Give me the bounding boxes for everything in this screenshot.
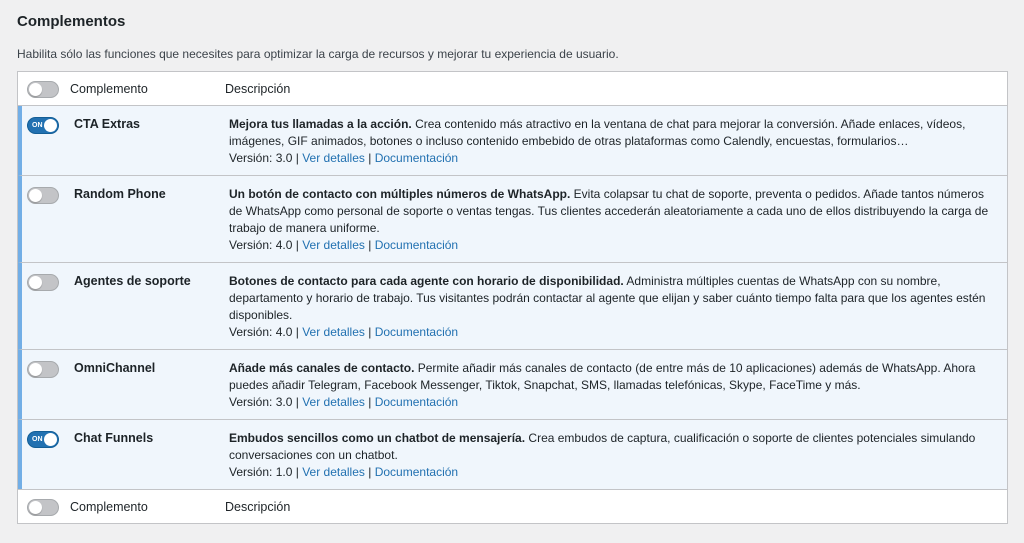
toggle-on-label: ON — [32, 436, 43, 443]
addon-meta — [229, 325, 458, 339]
toggle-cell — [22, 420, 74, 448]
documentation-link[interactable]: Documentación — [374, 325, 459, 339]
addon-description — [229, 106, 1007, 175]
addon-text: Crea contenido más atractivo en la ventana de chat para mejorar la conversión. Añade enlaces, vídeos, imágenes, GIF animados, botones o incluso contenido embebido de otras plataformas como Calendly, encuestas, formularios… — [229, 117, 966, 148]
documentation-link[interactable]: Documentación — [374, 238, 459, 252]
toggle-cell — [22, 176, 74, 204]
addon-description — [229, 420, 1007, 489]
documentation-link[interactable]: Documentación — [374, 151, 459, 165]
addon-text: Permite añadir más canales de contacto (de entre más de 10 aplicaciones) además de WhatsApp. Ahora puedes añadir Telegram, Facebook Messenger, Tiktok, Snapchat, SMS, llamadas telefónicas, Skype, FaceTime y más. — [229, 361, 976, 392]
addon-row-chat-funnels — [18, 420, 1007, 489]
addon-lead: Botones de contacto para cada agente con horario de disponibilidad. — [229, 274, 624, 288]
separator: | — [295, 238, 299, 252]
addon-lead: Añade más canales de contacto. — [229, 361, 415, 375]
toggle-cell — [22, 350, 74, 378]
view-details-link[interactable]: Ver detalles — [302, 325, 365, 339]
page-title: Complementos — [17, 13, 126, 30]
addon-toggle[interactable] — [27, 117, 59, 134]
addon-name: CTA Extras — [74, 117, 140, 131]
addon-name: Random Phone — [74, 187, 166, 201]
addon-version: Versión: 4.0 — [229, 238, 293, 252]
select-all-cell — [18, 79, 70, 98]
select-all-cell — [18, 497, 70, 516]
separator: | — [368, 325, 372, 339]
addons-table — [17, 71, 1008, 524]
view-details-link[interactable]: Ver detalles — [302, 238, 365, 252]
addon-description — [229, 263, 1007, 349]
addons-rows — [18, 106, 1007, 489]
view-details-link[interactable]: Ver detalles — [302, 465, 365, 479]
documentation-link[interactable]: Documentación — [374, 395, 459, 409]
addon-toggle[interactable] — [27, 361, 59, 378]
toggle-on-label: ON — [32, 122, 43, 129]
view-details-link[interactable]: Ver detalles — [302, 395, 365, 409]
addon-row-cta-extras — [18, 106, 1007, 176]
addon-version: Versión: 4.0 — [229, 325, 293, 339]
addon-lead: Mejora tus llamadas a la acción. — [229, 117, 412, 131]
addon-lead: Un botón de contacto con múltiples números de WhatsApp. — [229, 187, 571, 201]
addon-name: Agentes de soporte — [74, 274, 191, 288]
addon-toggle[interactable] — [27, 274, 59, 291]
column-footer-description: Descripción — [225, 499, 291, 514]
toggle-cell — [22, 263, 74, 291]
addon-row-agentes-de-soporte — [18, 263, 1007, 350]
addon-text: Evita colapsar tu chat de soporte, preventa o pedidos. Añade tantos números de WhatsApp como personal de soporte o ventas tengas. Tus clientes accederán aleatoriamente a cada uno de ellos distribuyendo la carga de trabajo de manera uniforme. — [229, 187, 989, 235]
separator: | — [295, 151, 299, 165]
addon-name: OmniChannel — [74, 361, 156, 375]
column-header-description: Descripción — [225, 81, 291, 96]
addon-text: Administra múltiples cuentas de WhatsApp con su nombre, departamento y horario de trabajo. Tus visitantes podrán contactar al agente que elijan y saber cuánto tiempo falta para que los agentes estén disponibles. — [229, 274, 986, 322]
addon-meta — [229, 395, 458, 409]
addon-row-omnichannel — [18, 350, 1007, 420]
addon-row-random-phone — [18, 176, 1007, 263]
addon-version: Versión: 3.0 — [229, 395, 293, 409]
addon-lead: Embudos sencillos como un chatbot de mensajería. — [229, 431, 526, 445]
separator: | — [368, 395, 372, 409]
addon-toggle[interactable] — [27, 187, 59, 204]
separator: | — [295, 465, 299, 479]
addon-version: Versión: 1.0 — [229, 465, 293, 479]
select-all-toggle[interactable] — [27, 499, 59, 516]
addon-name: Chat Funnels — [74, 431, 154, 445]
table-header — [18, 72, 1007, 106]
separator: | — [368, 465, 372, 479]
addon-description — [229, 350, 1007, 419]
view-details-link[interactable]: Ver detalles — [302, 151, 365, 165]
addon-meta — [229, 465, 458, 479]
addon-meta — [229, 151, 458, 165]
table-footer — [18, 489, 1007, 523]
documentation-link[interactable]: Documentación — [374, 465, 459, 479]
separator: | — [295, 395, 299, 409]
addon-version: Versión: 3.0 — [229, 151, 293, 165]
page-subtitle: Habilita sólo las funciones que necesites para optimizar la carga de recursos y mejorar tu experiencia de usuario. — [17, 47, 619, 61]
column-header-name: Complemento — [70, 81, 148, 96]
separator: | — [295, 325, 299, 339]
toggle-cell — [22, 106, 74, 134]
select-all-toggle[interactable] — [27, 81, 59, 98]
addon-text: Crea embudos de captura, cualificación o soporte de clientes potenciales simulando conversaciones con un chatbot. — [229, 431, 976, 462]
column-footer-name: Complemento — [70, 499, 148, 514]
addon-meta — [229, 238, 458, 252]
addon-toggle[interactable] — [27, 431, 59, 448]
addon-description — [229, 176, 1007, 262]
separator: | — [368, 238, 372, 252]
separator: | — [368, 151, 372, 165]
